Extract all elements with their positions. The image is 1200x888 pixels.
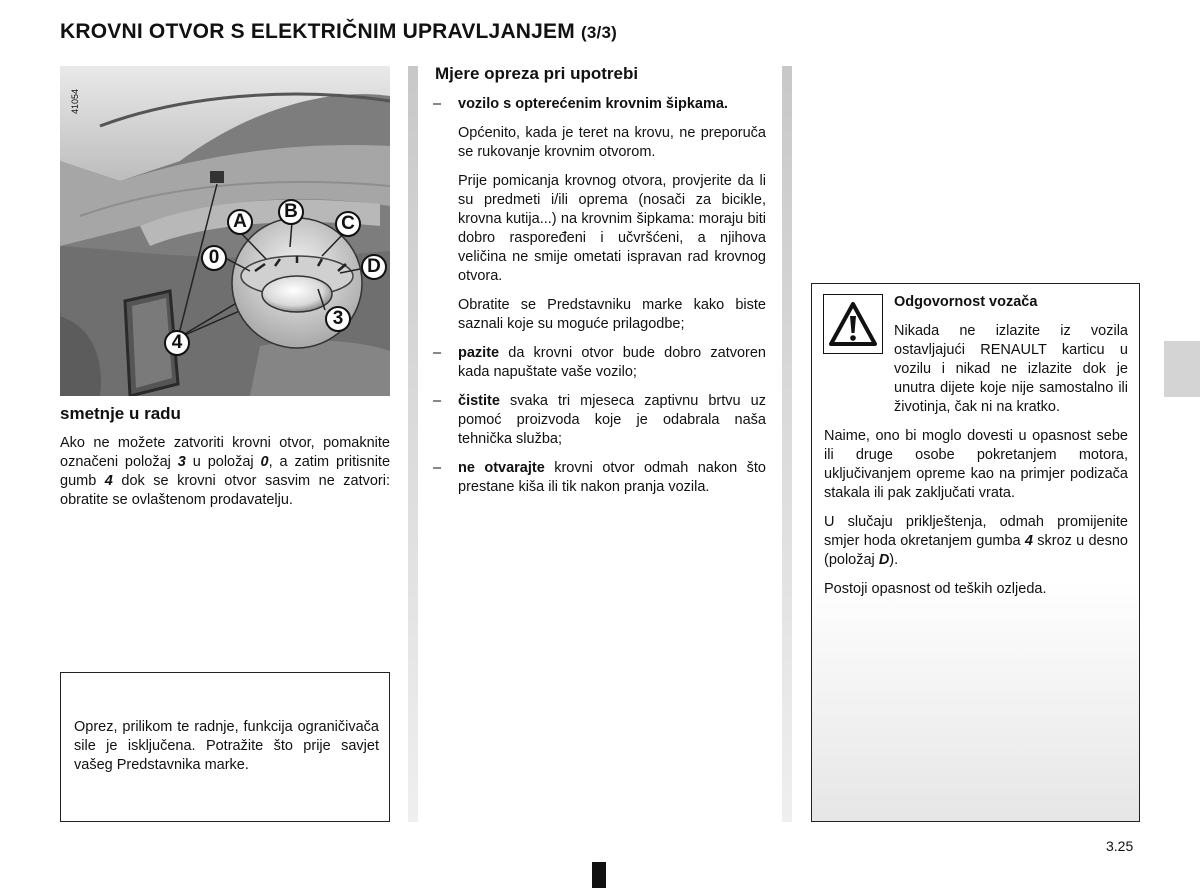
warning-paragraph: Nikada ne izlazite iz vozila ostavljajući RENAULT karticu u vozilu i nikad ne izlazite dok je unutra dijete koje nije samostalno ili životinja, čak ni na kratko. [894, 323, 1128, 415]
list-item [433, 392, 766, 449]
button-4-ref: 4 [1024, 533, 1033, 549]
section-heading-malfunction: smetnje u radu [60, 404, 181, 423]
position-d-ref: D [878, 552, 890, 568]
malfunction-text-4: dok se krovni otvor sasvim ne zatvori: obratite se ovlaštenom prodavatelju. [60, 473, 391, 508]
list-dash: – [433, 460, 442, 476]
page-number: 3.25 [1106, 838, 1134, 854]
list-item [433, 459, 766, 497]
page-title [60, 20, 617, 44]
position-3-ref: 3 [177, 454, 186, 470]
page-title-suffix: (3/3) [581, 23, 617, 42]
column-divider-right [782, 66, 792, 822]
warning-paragraph [824, 513, 1128, 570]
list-subparagraph: Općenito, kada je teret na krovu, ne preporuča se rukovanje krovnim otvorom. [458, 125, 766, 160]
malfunction-paragraph [60, 434, 390, 510]
section-heading-precautions: Mjere opreza pri upotrebi [435, 64, 639, 83]
malfunction-text-1: Ako ne možete zatvoriti krovni otvor, pomaknite označeni položaj [60, 435, 390, 470]
malfunction-text-2: u položaj [192, 454, 254, 470]
callout-b [278, 199, 304, 225]
button-4-ref: 4 [104, 473, 113, 489]
print-crop-mark [592, 862, 606, 888]
callout-c-label: C [341, 213, 355, 234]
list-item-bold: pazite [458, 345, 500, 361]
list-item-text: krovni otvor odmah nakon što prestane kiša ili tik nakon pranja vozila. [458, 460, 766, 495]
warning-body [824, 322, 1128, 609]
sunroof-control-illustration [60, 66, 390, 396]
warning-text-b: skroz u desno (položaj [824, 533, 1128, 568]
page-title-text: KROVNI OTVOR S ELEKTRIČNIM UPRAVLJANJEM [60, 20, 575, 43]
callout-three-label: 3 [332, 308, 344, 329]
callout-four-label: 4 [171, 332, 183, 353]
notice-box [60, 672, 390, 822]
precautions-list [433, 95, 766, 497]
notice-text: Oprez, prilikom te radnje, funkcija ograničivača sile je isključena. Potražite što prije savjet vašeg Predstavnika marke. [74, 719, 379, 773]
warning-text-a: U slučaju priklještenja, odmah promijenite smjer hoda okretanjem gumba [824, 514, 1128, 549]
list-item [433, 344, 766, 382]
list-dash: – [433, 345, 442, 361]
list-dash: – [433, 393, 442, 409]
callout-d-label: D [367, 256, 381, 277]
callout-c [335, 211, 361, 237]
warning-paragraph: Postoji opasnost od teških ozljeda. [824, 581, 1047, 597]
position-0-ref: 0 [260, 454, 269, 470]
callout-three [325, 306, 351, 332]
warning-title: Odgovornost vozača [894, 294, 1038, 310]
list-item-bold: čistite [458, 393, 500, 409]
list-item-text: da krovni otvor bude dobro zatvoren kada napuštate vaše vozilo; [458, 345, 766, 380]
list-dash: – [433, 96, 442, 112]
list-item-text: svaka tri mjeseca zaptivnu brtvu uz pomoć proizvoda koje je odabrala naša tehnička služba; [458, 393, 766, 447]
callout-a-label: A [233, 211, 247, 232]
figure-number: 41054 [70, 88, 80, 114]
list-subparagraph: Obratite se Predstavniku marke kako biste saznali koje su moguće prilagodbe; [458, 297, 766, 332]
list-item-bold: ne otvarajte [458, 460, 545, 476]
driver-responsibility-warning [811, 283, 1140, 822]
warning-text-c: ). [889, 552, 899, 568]
chapter-tab-marker [1164, 341, 1200, 397]
warning-paragraph: Naime, ono bi moglo dovesti u opasnost sebe ili druge osobe pokretanjem motora, uključivanjem opreme kao na primjer podizača stakala ili pak zaključati vrata. [824, 428, 1128, 501]
list-item-bold: vozilo s opterećenim krovnim šipkama. [458, 96, 728, 112]
column-divider-left [408, 66, 418, 822]
callout-a [227, 209, 253, 235]
list-item [433, 95, 766, 114]
list-subparagraph: Prije pomicanja krovnog otvora, provjerite da li su predmeti i/ili oprema (nosači za bicikle, krovna kutija...) na krovnim šipkama: moraju biti dobro raspoređeni i učvršćeni, a njihova veličina ne smije ometati ispravan rad krovnog otvora. [458, 173, 766, 284]
callout-b-label: B [284, 201, 298, 222]
callout-zero [201, 245, 227, 271]
malfunction-text-3: , a zatim pritisnite gumb [60, 454, 391, 489]
callout-d [361, 254, 387, 280]
callout-zero-label: 0 [208, 247, 220, 268]
callout-four [164, 330, 190, 356]
